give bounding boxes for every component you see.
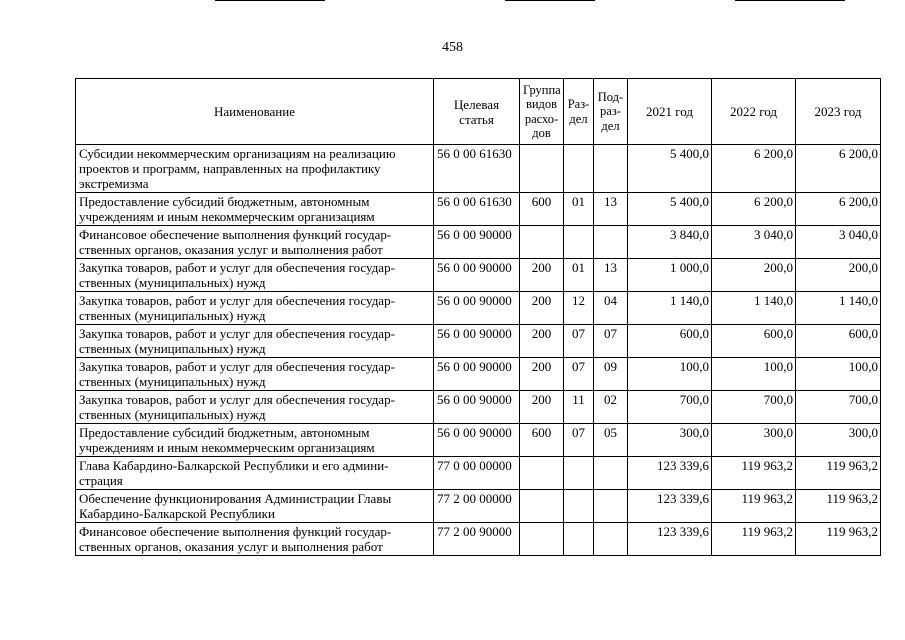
cell-section: 07 <box>564 358 594 391</box>
header-target: Целевая статья <box>434 79 520 145</box>
cell-target: 56 0 00 90000 <box>434 226 520 259</box>
table-row <box>76 292 881 325</box>
cell-2023: 1 140,0 <box>796 292 881 325</box>
cell-2022: 6 200,0 <box>712 145 796 193</box>
cell-subsection <box>594 457 628 490</box>
table-row <box>76 325 881 358</box>
cell-name: Закупка товаров, работ и услуг для обеспечения государ-ственных (муниципальных) нужд <box>76 325 434 358</box>
cell-group: 200 <box>520 325 564 358</box>
cell-2021: 600,0 <box>628 325 712 358</box>
cell-name: Предоставление субсидий бюджетным, автономным учреждениям и иным некоммерческим организациям <box>76 193 434 226</box>
cell-2022: 119 963,2 <box>712 457 796 490</box>
cell-section: 01 <box>564 193 594 226</box>
cell-2021: 123 339,6 <box>628 490 712 523</box>
cell-2021: 700,0 <box>628 391 712 424</box>
cell-section <box>564 523 594 556</box>
cell-2023: 119 963,2 <box>796 457 881 490</box>
cell-2023: 700,0 <box>796 391 881 424</box>
top-rule-left <box>215 0 325 1</box>
cell-target: 56 0 00 61630 <box>434 193 520 226</box>
cell-group <box>520 457 564 490</box>
cell-2023: 200,0 <box>796 259 881 292</box>
cell-target: 56 0 00 90000 <box>434 325 520 358</box>
table-row <box>76 259 881 292</box>
cell-section: 12 <box>564 292 594 325</box>
cell-subsection <box>594 145 628 193</box>
cell-name: Глава Кабардино-Балкарской Республики и его админи-страция <box>76 457 434 490</box>
cell-subsection: 13 <box>594 193 628 226</box>
cell-section: 07 <box>564 424 594 457</box>
cell-target: 56 0 00 90000 <box>434 259 520 292</box>
cell-section <box>564 226 594 259</box>
table-row <box>76 424 881 457</box>
table-row <box>76 145 881 193</box>
cell-section: 11 <box>564 391 594 424</box>
cell-subsection <box>594 226 628 259</box>
cell-section <box>564 490 594 523</box>
table-row <box>76 490 881 523</box>
cell-2021: 100,0 <box>628 358 712 391</box>
cell-group <box>520 523 564 556</box>
cell-target: 56 0 00 90000 <box>434 424 520 457</box>
cell-section <box>564 457 594 490</box>
header-2023: 2023 год <box>796 79 881 145</box>
cell-2023: 119 963,2 <box>796 490 881 523</box>
top-rule-right <box>735 0 845 1</box>
cell-target: 77 0 00 00000 <box>434 457 520 490</box>
cell-target: 56 0 00 90000 <box>434 391 520 424</box>
cell-group: 200 <box>520 292 564 325</box>
header-section: Раз-дел <box>564 79 594 145</box>
cell-subsection: 04 <box>594 292 628 325</box>
cell-2021: 5 400,0 <box>628 145 712 193</box>
cell-group: 600 <box>520 424 564 457</box>
cell-subsection: 07 <box>594 325 628 358</box>
budget-table <box>75 78 881 556</box>
cell-2023: 100,0 <box>796 358 881 391</box>
cell-2023: 119 963,2 <box>796 523 881 556</box>
cell-subsection <box>594 490 628 523</box>
cell-section: 01 <box>564 259 594 292</box>
cell-subsection: 05 <box>594 424 628 457</box>
cell-2021: 123 339,6 <box>628 457 712 490</box>
cell-2022: 119 963,2 <box>712 523 796 556</box>
cell-name: Закупка товаров, работ и услуг для обеспечения государ-ственных (муниципальных) нужд <box>76 292 434 325</box>
table-row <box>76 193 881 226</box>
table-row <box>76 391 881 424</box>
cell-section: 07 <box>564 325 594 358</box>
cell-name: Закупка товаров, работ и услуг для обеспечения государ-ственных (муниципальных) нужд <box>76 259 434 292</box>
cell-2022: 100,0 <box>712 358 796 391</box>
cell-group <box>520 490 564 523</box>
cell-2022: 300,0 <box>712 424 796 457</box>
cell-group: 200 <box>520 259 564 292</box>
cell-group: 600 <box>520 193 564 226</box>
cell-target: 77 2 00 00000 <box>434 490 520 523</box>
cell-2021: 3 840,0 <box>628 226 712 259</box>
cell-name: Субсидии некоммерческим организациям на реализацию проектов и программ, направленных на профилактику экстремизма <box>76 145 434 193</box>
header-2022: 2022 год <box>712 79 796 145</box>
table-row <box>76 226 881 259</box>
cell-2022: 119 963,2 <box>712 490 796 523</box>
cell-2023: 6 200,0 <box>796 193 881 226</box>
cell-2021: 1 140,0 <box>628 292 712 325</box>
cell-name: Финансовое обеспечение выполнения функций государ-ственных органов, оказания услуг и выполнения работ <box>76 523 434 556</box>
cell-2023: 3 040,0 <box>796 226 881 259</box>
cell-2022: 200,0 <box>712 259 796 292</box>
header-name: Наименование <box>76 79 434 145</box>
header-2021: 2021 год <box>628 79 712 145</box>
cell-subsection: 02 <box>594 391 628 424</box>
cell-subsection: 09 <box>594 358 628 391</box>
cell-subsection <box>594 523 628 556</box>
cell-name: Предоставление субсидий бюджетным, автономным учреждениям и иным некоммерческим организациям <box>76 424 434 457</box>
cell-group: 200 <box>520 358 564 391</box>
cell-2021: 5 400,0 <box>628 193 712 226</box>
table-header-row <box>76 79 881 145</box>
cell-subsection: 13 <box>594 259 628 292</box>
top-rule-mid <box>505 0 595 1</box>
cell-2021: 1 000,0 <box>628 259 712 292</box>
cell-2023: 300,0 <box>796 424 881 457</box>
cell-2022: 600,0 <box>712 325 796 358</box>
cell-target: 56 0 00 90000 <box>434 358 520 391</box>
cell-target: 77 2 00 90000 <box>434 523 520 556</box>
cell-name: Закупка товаров, работ и услуг для обеспечения государ-ственных (муниципальных) нужд <box>76 358 434 391</box>
cell-group <box>520 145 564 193</box>
cell-section <box>564 145 594 193</box>
cell-2022: 1 140,0 <box>712 292 796 325</box>
table-row <box>76 523 881 556</box>
cell-2022: 700,0 <box>712 391 796 424</box>
page-number: 458 <box>442 40 463 55</box>
header-group: Группа видов расхо-дов <box>520 79 564 145</box>
cell-target: 56 0 00 90000 <box>434 292 520 325</box>
cell-name: Финансовое обеспечение выполнения функций государ-ственных органов, оказания услуг и выполнения работ <box>76 226 434 259</box>
cell-2021: 123 339,6 <box>628 523 712 556</box>
cell-name: Обеспечение функционирования Администрации Главы Кабардино-Балкарской Республики <box>76 490 434 523</box>
cell-2023: 600,0 <box>796 325 881 358</box>
cell-group: 200 <box>520 391 564 424</box>
cell-2022: 3 040,0 <box>712 226 796 259</box>
cell-2021: 300,0 <box>628 424 712 457</box>
cell-group <box>520 226 564 259</box>
header-subsection: Под-раз-дел <box>594 79 628 145</box>
cell-2023: 6 200,0 <box>796 145 881 193</box>
cell-2022: 6 200,0 <box>712 193 796 226</box>
cell-target: 56 0 00 61630 <box>434 145 520 193</box>
cell-name: Закупка товаров, работ и услуг для обеспечения государ-ственных (муниципальных) нужд <box>76 391 434 424</box>
table-row <box>76 358 881 391</box>
table-row <box>76 457 881 490</box>
